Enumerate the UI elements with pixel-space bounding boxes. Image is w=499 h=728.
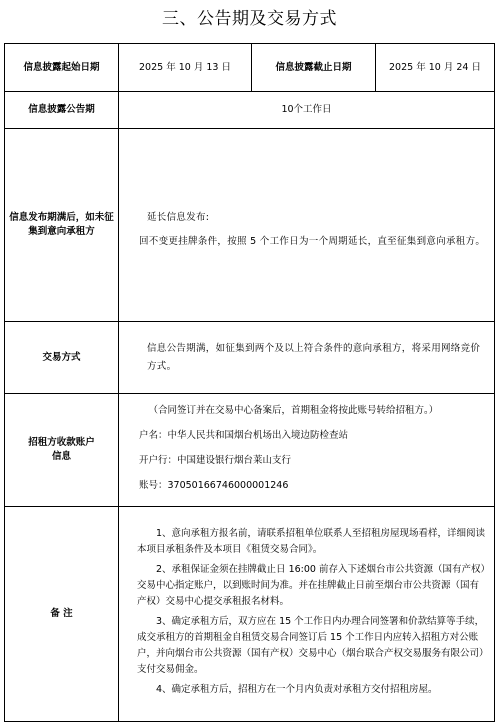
- disclosure-table: [4, 43, 495, 722]
- remark-item: 1、意向承租方报名前，请联系招租单位联系人至招租房屋现场看样，详细阅读本项目承租条件及本项目《租赁交易合同》。: [137, 528, 486, 555]
- bank-cell: [119, 394, 495, 507]
- bank-account-number: 账号：37050166746000001246: [139, 480, 289, 491]
- table-row: [5, 129, 495, 322]
- bank-branch: 开户行：中国建设银行烟台莱山支行: [139, 455, 292, 466]
- extension-text: 回不变更挂牌条件，按照 5 个工作日为一个周期延长，直至征集到意向承租方。: [139, 235, 486, 247]
- extension-title: 延长信息发布:: [147, 211, 210, 223]
- start-date-label: 信息披露起始日期: [5, 44, 119, 92]
- end-date-value: 2025 年 10 月 24 日: [376, 44, 495, 92]
- remark-item: 2、承租保证金须在挂牌截止日 16:00 前存入下述烟台市公共资源（国有产权）交易中心指定账户，以到账时间为准。并在挂牌截止日前至烟台市公共资源（国有产权）交易中心提交承租报名材料。: [137, 564, 486, 607]
- period-value: 10个工作日: [119, 92, 495, 129]
- period-label: 信息披露公告期: [5, 92, 119, 129]
- end-date-label: 信息披露截止日期: [252, 44, 376, 92]
- table-row: [5, 44, 495, 92]
- trade-label: 交易方式: [5, 322, 119, 394]
- table-row: [5, 507, 495, 722]
- start-date-value: 2025 年 10 月 13 日: [119, 44, 252, 92]
- table-row: [5, 394, 495, 507]
- remark-item: 3、确定承租方后，双方应在 15 个工作日内办理合同签署和价款结算等手续，成交承租方的首期租金自租赁交易合同签订后 15 个工作日内应转入招租方对公账户，并向烟台市公共资源（国有产权）交易中心（烟台联合产权交易服务有限公司）支付交易佣金。: [137, 616, 485, 675]
- bank-note: （合同签订并在交易中心备案后，首期租金将按此账号转给招租方。）: [148, 405, 439, 416]
- remarks-label: 备 注: [5, 507, 119, 722]
- section-heading: 三、公告期及交易方式: [162, 9, 337, 29]
- extension-cell: [119, 129, 495, 322]
- bank-account-name: 户名：中华人民共和国烟台机场出入境边防检查站: [139, 430, 349, 441]
- bank-label: 招租方收款账户信息: [5, 394, 119, 507]
- remarks-cell: [119, 507, 495, 722]
- remark-item: 4、确定承租方后，招租方在一个月内负责对承租方交付招租房屋。: [156, 684, 438, 695]
- trade-text: 信息公告期满，如征集到两个及以上符合条件的意向承租方，将采用网络竞价方式。: [119, 322, 495, 394]
- table-row: [5, 92, 495, 129]
- table-row: [5, 322, 495, 394]
- extension-label: 信息发布期满后，如未征集到意向承租方: [5, 129, 119, 322]
